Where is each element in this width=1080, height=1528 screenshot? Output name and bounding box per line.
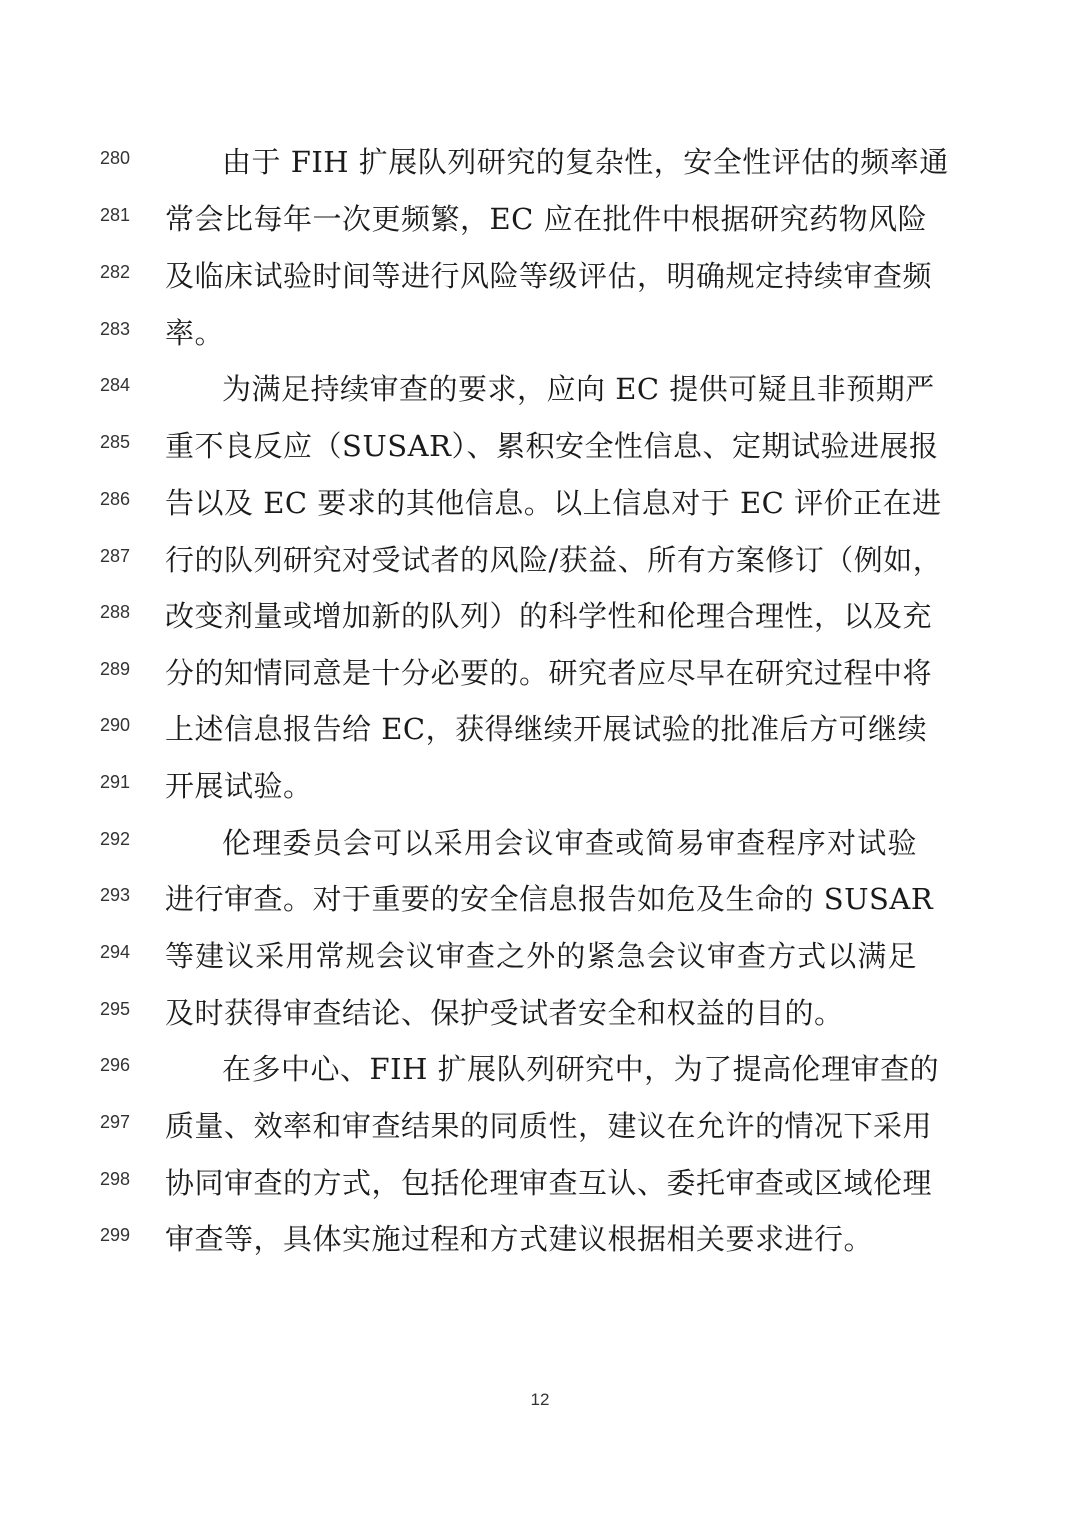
- line-text: 开展试验。: [165, 769, 313, 803]
- line-text: 进行审查。对于重要的安全信息报告如危及生命的 SUSAR: [165, 882, 934, 916]
- line-text: 告以及 EC 要求的其他信息。以上信息对于 EC 评价正在进: [165, 486, 942, 520]
- line-number: 283: [99, 319, 131, 339]
- text-line: [0, 993, 1080, 1050]
- text-line: [0, 199, 1080, 256]
- line-number: 287: [99, 546, 131, 566]
- text-line: [0, 426, 1080, 483]
- text-line: [0, 823, 1080, 880]
- line-text: 及临床试验时间等进行风险等级评估，明确规定持续审查频: [165, 259, 933, 293]
- text-line: [0, 142, 1080, 199]
- line-number: 288: [99, 602, 131, 622]
- line-number: 285: [99, 432, 131, 452]
- line-number: 282: [99, 262, 131, 282]
- line-number: 280: [99, 148, 131, 168]
- line-number: 299: [99, 1225, 131, 1245]
- text-line: [0, 936, 1080, 993]
- line-text: 行的队列研究对受试者的风险/获益、所有方案修订（例如，: [165, 543, 943, 577]
- line-number: 289: [99, 659, 131, 679]
- line-text: 上述信息报告给 EC，获得继续开展试验的批准后方可继续: [165, 712, 928, 746]
- text-line: [0, 313, 1080, 370]
- text-line: [0, 709, 1080, 766]
- line-text: 等建议采用常规会议审查之外的紧急会议审查方式以满足: [165, 939, 917, 973]
- text-line: [0, 483, 1080, 540]
- line-number: 297: [99, 1112, 131, 1132]
- line-text: 协同审查的方式，包括伦理审查互认、委托审查或区域伦理: [165, 1166, 933, 1200]
- text-line: [0, 766, 1080, 823]
- text-line: [0, 369, 1080, 426]
- line-text: 重不良反应（SUSAR）、累积安全性信息、定期试验进展报: [165, 429, 939, 463]
- text-line: [0, 1049, 1080, 1106]
- line-text: 为满足持续审查的要求，应向 EC 提供可疑且非预期严: [222, 372, 935, 406]
- line-text: 在多中心、FIH 扩展队列研究中，为了提高伦理审查的: [222, 1052, 940, 1086]
- line-text: 伦理委员会可以采用会议审查或简易审查程序对试验: [222, 826, 917, 860]
- text-line: [0, 653, 1080, 710]
- text-line: [0, 1219, 1080, 1276]
- line-number: 295: [99, 999, 131, 1019]
- line-number: 290: [99, 715, 131, 735]
- line-number: 291: [99, 772, 131, 792]
- line-number: 281: [99, 205, 131, 225]
- line-number: 296: [99, 1055, 131, 1075]
- text-line: [0, 540, 1080, 597]
- line-text: 率。: [165, 316, 225, 350]
- line-text: 改变剂量或增加新的队列）的科学性和伦理合理性，以及充: [165, 599, 933, 633]
- line-text: 分的知情同意是十分必要的。研究者应尽早在研究过程中将: [165, 656, 933, 690]
- line-number: 298: [99, 1169, 131, 1189]
- text-line: [0, 1106, 1080, 1163]
- text-line: [0, 1163, 1080, 1220]
- line-text: 及时获得审查结论、保护受试者安全和权益的目的。: [165, 996, 844, 1030]
- line-text: 质量、效率和审查结果的同质性，建议在允许的情况下采用: [165, 1109, 933, 1143]
- line-number: 293: [99, 885, 131, 905]
- line-text: 审查等，具体实施过程和方式建议根据相关要求进行。: [165, 1222, 874, 1256]
- line-text: 常会比每年一次更频繁，EC 应在批件中根据研究药物风险: [165, 202, 928, 236]
- text-line: [0, 256, 1080, 313]
- text-line: [0, 596, 1080, 653]
- line-number: 284: [99, 375, 131, 395]
- line-number: 294: [99, 942, 131, 962]
- page-number: 12: [530, 1390, 550, 1409]
- line-text: 由于 FIH 扩展队列研究的复杂性，安全性评估的频率通: [222, 145, 949, 179]
- text-line: [0, 879, 1080, 936]
- line-number: 292: [99, 829, 131, 849]
- line-number: 286: [99, 489, 131, 509]
